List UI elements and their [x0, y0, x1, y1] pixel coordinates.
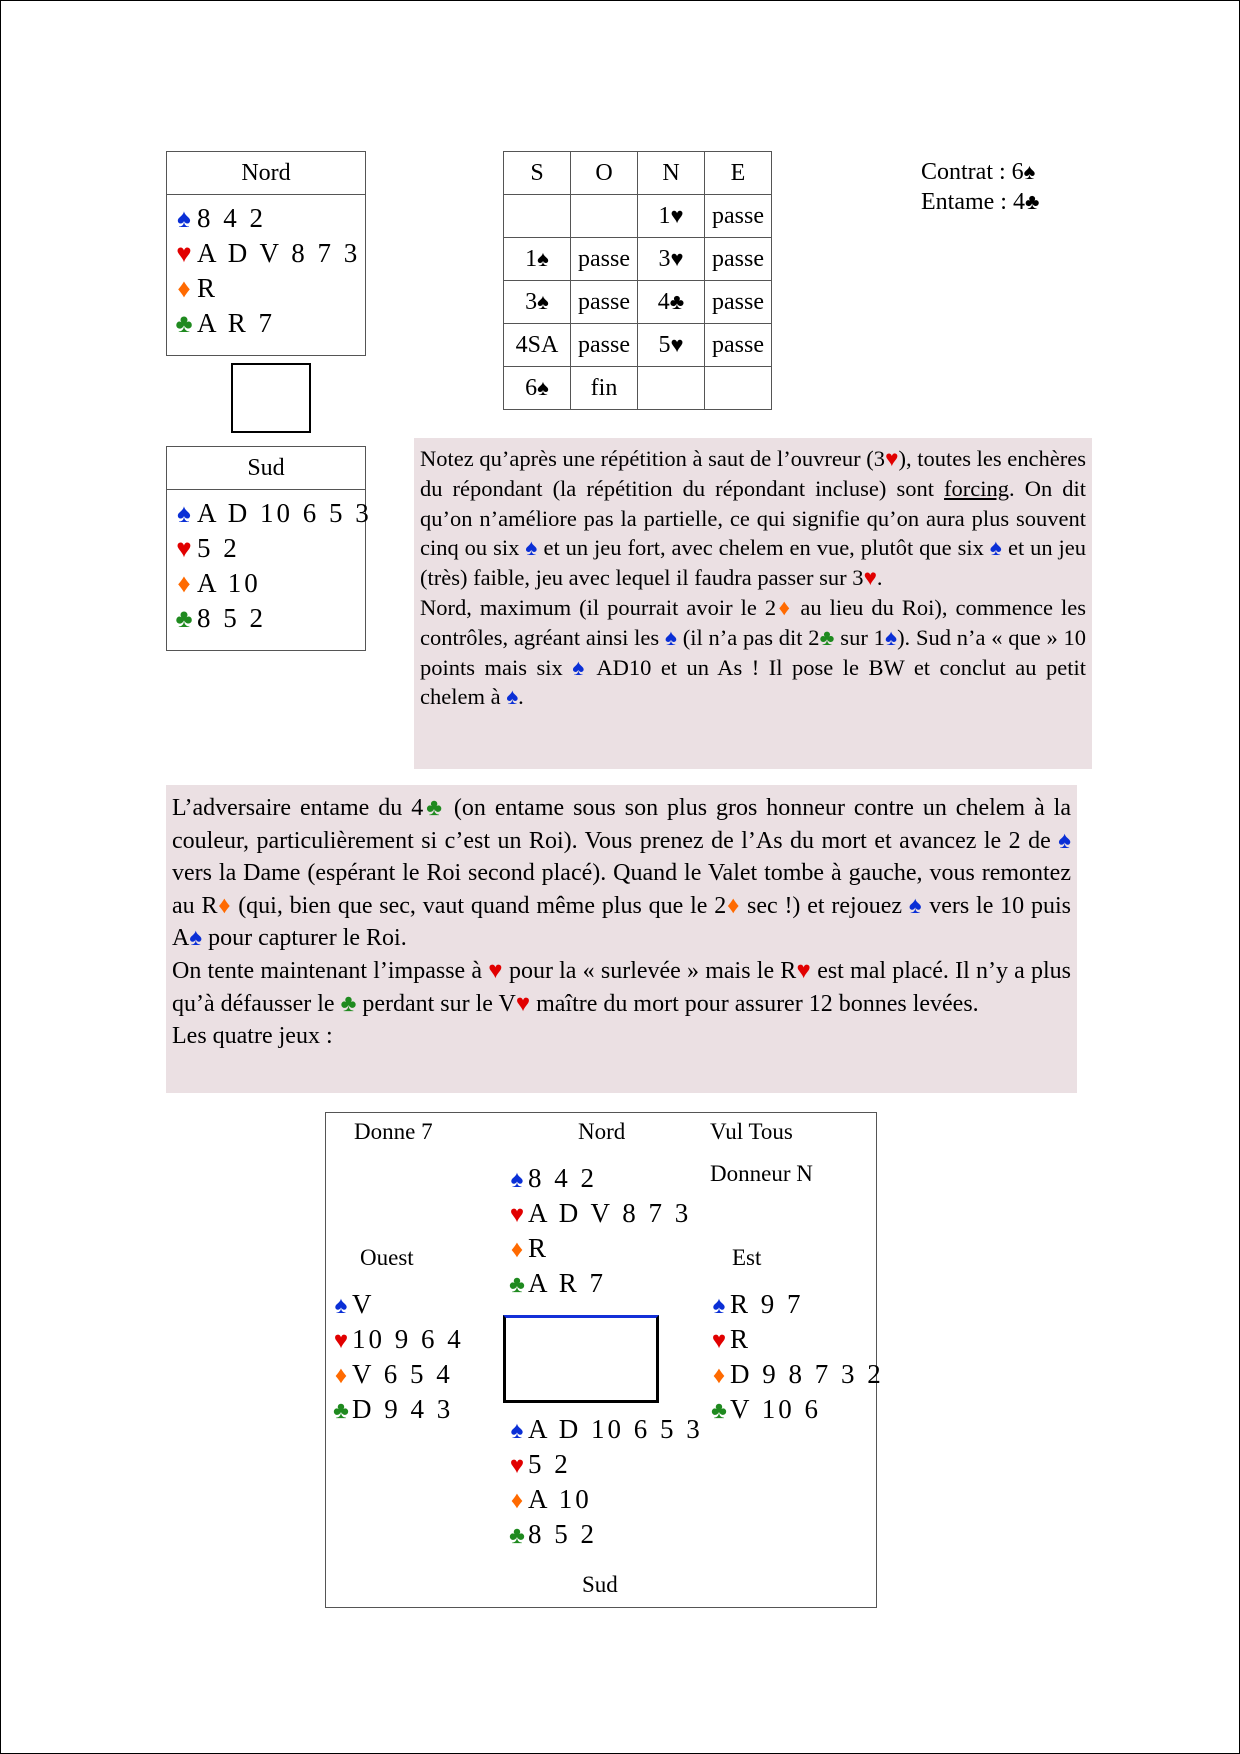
deal-cards: R 9 7 [730, 1289, 804, 1319]
play-text: Les quatre jeux : [172, 1023, 333, 1050]
bidding-cell [571, 238, 638, 281]
bidding-cell [571, 195, 638, 238]
note-text: . [518, 684, 524, 710]
bidding-cell [504, 195, 571, 238]
diamond-icon: ♦ [334, 1363, 348, 1389]
club-icon: ♣ [423, 795, 445, 821]
bidding-row [504, 324, 772, 367]
hand-cards: 5 2 [197, 533, 240, 563]
north-hand-cards [167, 195, 365, 341]
bidding-cell [638, 238, 705, 281]
hand-suit-line [171, 271, 365, 306]
bidding-row [504, 367, 772, 410]
bid-text: passe [712, 288, 764, 315]
deal-cards: V [352, 1289, 375, 1319]
heart-icon: ♥ [670, 331, 684, 357]
deal-suit-line [506, 1447, 703, 1482]
deal-east-hand [708, 1287, 884, 1427]
deal-south-hand [506, 1412, 703, 1552]
club-icon: ♣ [819, 624, 835, 650]
hand-suit-line [171, 531, 365, 566]
note-text: AD10 et un As ! Il pose le BW et conclut au petit chelem à [420, 654, 1086, 710]
heart-icon: ♥ [670, 202, 684, 228]
play-text: perdant sur le V [356, 990, 516, 1017]
deal-suit-line [506, 1231, 691, 1266]
deal-cards: A D V 8 7 3 [528, 1198, 692, 1228]
spade-icon: ♠ [177, 499, 191, 528]
play-text: maître du mort pour assurer 12 bonnes levées. [530, 990, 979, 1017]
hand-cards: A D V 8 7 3 [197, 238, 361, 268]
bid-text: passe [712, 202, 764, 229]
bidding-cell [504, 324, 571, 367]
club-icon: ♣ [175, 309, 193, 338]
deal-suit-line [330, 1357, 464, 1392]
bidding-header-cell: O [571, 152, 638, 195]
spade-icon: ♠ [177, 204, 191, 233]
play-text: (on entame sous son plus gros honneur contre un chelem à la couleur, particulièrement si c’est un Roi). Vous prenez de l’As du mort et avancez le 2 de [172, 795, 1072, 854]
bidding-header-cell: N [638, 152, 705, 195]
deal-suit-line [506, 1161, 691, 1196]
bid-text: 1 [658, 202, 671, 229]
spade-icon: ♠ [334, 1293, 348, 1319]
heart-icon: ♥ [176, 534, 192, 563]
heart-icon: ♥ [515, 990, 531, 1017]
bidding-cell [705, 195, 772, 238]
heart-icon: ♥ [885, 446, 899, 471]
note-text: . [876, 565, 883, 591]
diamond-icon: ♦ [177, 274, 191, 303]
bidding-cell [638, 324, 705, 367]
diamond-icon: ♦ [726, 892, 741, 919]
bid-text: passe [578, 331, 630, 358]
bidding-note [414, 438, 1092, 769]
club-icon: ♣ [509, 1523, 525, 1549]
deal-cards: 10 9 6 4 [352, 1324, 464, 1354]
deal-suit-line [506, 1266, 691, 1301]
spade-icon: ♠ [537, 374, 549, 400]
play-text: sec !) et rejouez [740, 892, 909, 919]
bid-text: passe [578, 288, 630, 315]
bidding-row [504, 195, 772, 238]
bid-text: 3 [658, 245, 671, 272]
deal-number: Donne 7 [354, 1119, 433, 1144]
note-text: . On dit qu’on n’améliore pas la partielle, ce qui signifie qu’on aura plus souvent cinq ou six [420, 475, 1086, 561]
north-hand-box [166, 151, 366, 356]
deal-cards: D 9 8 7 3 2 [730, 1359, 884, 1389]
hand-cards: A D 10 6 5 3 [197, 498, 372, 528]
deal-cards: R [528, 1233, 550, 1263]
bidding-row [504, 238, 772, 281]
note-text: Notez qu’après une répétition à saut de l’ouvreur (3 [420, 446, 886, 471]
bidding-cell [705, 324, 772, 367]
bid-text: 5 [658, 331, 671, 358]
deal-cards: 8 5 2 [528, 1519, 597, 1549]
hand-cards: A 10 [197, 568, 261, 598]
south-hand-cards [167, 490, 372, 636]
bidding-cell [705, 281, 772, 324]
contract-label: Contrat : 6 [921, 159, 1024, 185]
play-description [166, 785, 1077, 1093]
deal-suit-line [506, 1517, 703, 1552]
south-hand-title: Sud [167, 447, 365, 490]
club-icon: ♣ [509, 1272, 525, 1298]
bid-text: passe [712, 245, 764, 272]
deal-suit-line [708, 1392, 884, 1427]
spade-icon: ♠ [572, 654, 589, 680]
bidding-cell [504, 281, 571, 324]
bidding-cell [571, 281, 638, 324]
spade-icon: ♠ [537, 245, 549, 271]
heart-icon: ♥ [176, 239, 192, 268]
heart-icon: ♥ [796, 957, 811, 984]
hand-suit-line [171, 201, 365, 236]
diamond-icon: ♦ [712, 1363, 726, 1389]
spade-icon: ♠ [908, 892, 923, 919]
hand-suit-line [171, 496, 372, 531]
contract-line [921, 157, 1039, 187]
deal-vulnerability: Vul Tous [710, 1119, 793, 1144]
club-icon: ♣ [175, 604, 193, 633]
deal-cards: R [730, 1324, 752, 1354]
deal-north-hand [506, 1161, 691, 1301]
note-text: Nord, maximum (il pourrait avoir le 2 [420, 594, 777, 620]
hand-cards: 8 4 2 [197, 203, 266, 233]
club-icon: ♣ [669, 288, 685, 314]
deal-suit-line [330, 1287, 464, 1322]
spade-icon: ♠ [664, 624, 677, 650]
lead-label: Entame : 4 [921, 189, 1025, 215]
deal-suit-line [330, 1392, 464, 1427]
bid-text: 4 [657, 288, 670, 315]
note-text: sur 1 [834, 624, 885, 650]
hand-suit-line [171, 601, 365, 636]
club-icon: ♣ [1024, 189, 1040, 214]
heart-icon: ♥ [333, 1328, 349, 1354]
deal-cards: 8 4 2 [528, 1163, 597, 1193]
play-text: vers la Dame (espérant le Roi second placé). Quand le Valet tombe à gauche, vous remontez au R [172, 860, 1071, 919]
spade-icon: ♠ [989, 535, 1003, 561]
deal-suit-line [708, 1357, 884, 1392]
spade-icon: ♠ [510, 1167, 524, 1193]
deal-west-label: Ouest [360, 1245, 414, 1270]
deal-suit-line [708, 1322, 884, 1357]
contract-info [921, 157, 1039, 217]
hand-suit-line [171, 306, 365, 341]
bidding-cell [705, 367, 772, 410]
south-hand-box [166, 446, 372, 651]
play-text: pour la « surlevée » mais le R [502, 957, 797, 984]
hand-cards: A R 7 [197, 308, 276, 338]
bidding-header-cell: E [705, 152, 772, 195]
deal-suit-line [330, 1322, 464, 1357]
deal-cards: V 10 6 [730, 1394, 822, 1424]
deal-north-label: Nord [578, 1119, 626, 1144]
heart-icon: ♥ [509, 1453, 525, 1479]
bidding-header-cell: S [504, 152, 571, 195]
heart-icon: ♥ [670, 245, 684, 271]
play-text: est mal placé. Il n’y a plus qu’à défausser le [172, 957, 1072, 1017]
bid-text: 4SA [515, 331, 559, 358]
bidding-header-row [504, 152, 772, 195]
bid-text: passe [712, 331, 764, 358]
heart-icon: ♥ [863, 565, 877, 591]
club-icon: ♣ [340, 990, 357, 1017]
deal-suit-line [506, 1412, 703, 1447]
diamond-icon: ♦ [217, 892, 232, 919]
bidding-cell [504, 367, 571, 410]
bid-text: 6 [525, 374, 538, 401]
club-icon: ♣ [711, 1398, 727, 1424]
deal-east-label: Est [732, 1245, 762, 1270]
heart-icon: ♥ [488, 957, 503, 984]
spade-icon: ♠ [1023, 159, 1036, 184]
deal-cards: 5 2 [528, 1449, 571, 1479]
club-icon: ♣ [333, 1398, 349, 1424]
spade-icon: ♠ [1058, 827, 1071, 854]
bidding-cell [638, 281, 705, 324]
diamond-icon: ♦ [776, 594, 793, 620]
spade-icon: ♠ [537, 288, 549, 314]
bidding-cell [571, 367, 638, 410]
play-text: vers le 10 puis A [172, 892, 1071, 952]
bid-text: 1 [525, 245, 538, 272]
note-text: ), toutes les enchères du répondant (la répétition du répondant incluse) sont [420, 446, 1086, 501]
deal-suit-line [506, 1482, 703, 1517]
play-text: On tente maintenant l’impasse à [172, 957, 489, 984]
deal-dealer: Donneur N [710, 1161, 813, 1186]
note-text: (il n’a pas dit 2 [676, 624, 820, 650]
bid-text: 3 [525, 288, 538, 315]
bid-text: fin [590, 374, 618, 401]
spade-icon: ♠ [525, 535, 538, 561]
deal-table-square [503, 1315, 659, 1403]
spade-icon: ♠ [884, 624, 898, 650]
spade-icon: ♠ [506, 684, 519, 710]
bidding-cell [571, 324, 638, 367]
play-text: pour capturer le Roi. [202, 925, 407, 952]
deal-west-hand [330, 1287, 464, 1427]
deal-south-label: Sud [582, 1572, 618, 1597]
heart-icon: ♥ [711, 1328, 727, 1354]
deal-cards: A 10 [528, 1484, 592, 1514]
spade-icon: ♠ [510, 1418, 524, 1444]
play-text: L’adversaire entame du 4 [172, 795, 424, 821]
diamond-icon: ♦ [510, 1237, 524, 1263]
note-forcing: forcing [944, 475, 1010, 501]
deal-cards: D 9 4 3 [352, 1394, 454, 1424]
deal-suit-line [506, 1196, 691, 1231]
play-text: (qui, bien que sec, vaut quand même plus que le 2 [231, 892, 727, 919]
note-text: ). Sud n’a « que » 10 points mais six [420, 624, 1086, 680]
deal-cards: A D 10 6 5 3 [528, 1414, 703, 1444]
spade-icon: ♠ [712, 1293, 726, 1319]
bidding-table [503, 151, 772, 410]
bidding-cell [705, 238, 772, 281]
diamond-icon: ♦ [510, 1488, 524, 1514]
bidding-cell [638, 195, 705, 238]
bidding-cell [504, 238, 571, 281]
deal-cards: V 6 5 4 [352, 1359, 453, 1389]
table-square [231, 363, 311, 433]
deal-diagram [325, 1112, 884, 1608]
deal-suit-line [708, 1287, 884, 1322]
spade-icon: ♠ [189, 925, 203, 952]
diamond-icon: ♦ [177, 569, 191, 598]
bidding-cell [638, 367, 705, 410]
hand-cards: R [197, 273, 219, 303]
hand-suit-line [171, 566, 365, 601]
bid-text: passe [578, 245, 630, 272]
deal-cards: A R 7 [528, 1268, 607, 1298]
north-hand-title: Nord [167, 152, 365, 195]
heart-icon: ♥ [509, 1202, 525, 1228]
note-text: au lieu du Roi), commence les contrôles, agréant ainsi les [420, 594, 1087, 650]
hand-cards: 8 5 2 [197, 603, 266, 633]
note-text: et un jeu fort, avec chelem en vue, plutôt que six [537, 535, 990, 561]
bidding-row [504, 281, 772, 324]
note-text: et un jeu (très) faible, jeu avec lequel il faudra passer sur 3 [420, 535, 1087, 591]
hand-suit-line [171, 236, 365, 271]
lead-line [921, 187, 1039, 217]
